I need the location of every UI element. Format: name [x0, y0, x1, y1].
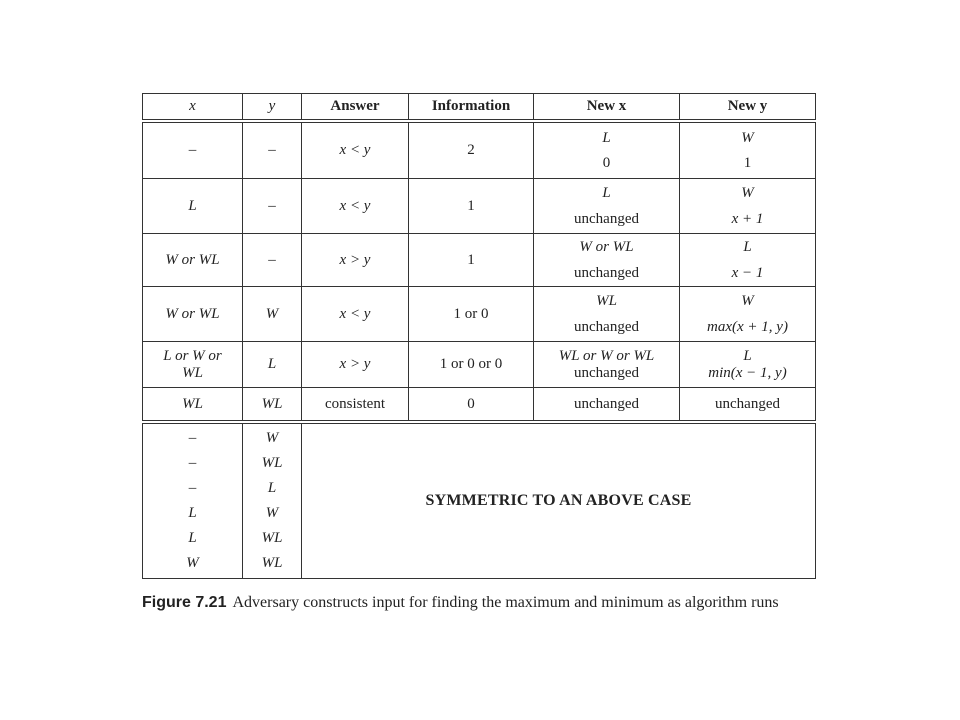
- cell-new-y: [680, 234, 816, 287]
- table-row: [143, 123, 816, 179]
- new-x-line-2: 0: [602, 155, 611, 171]
- symmetric-y-value: L: [267, 480, 277, 496]
- new-y-line-1: L: [743, 239, 752, 255]
- figure-caption-text: Adversary constructs input for finding the maximum and minimum as algorithm runs: [232, 594, 779, 611]
- cell-new-y: unchanged: [680, 388, 816, 421]
- cell-information: 1: [409, 179, 534, 234]
- cell-answer: consistent: [302, 388, 409, 421]
- cell-x: –: [143, 123, 243, 179]
- table-row: [143, 342, 816, 388]
- cell-new-y: [680, 123, 816, 179]
- cell-new-x: [534, 342, 680, 388]
- cell-new-x: unchanged: [534, 388, 680, 421]
- cell-new-y: [680, 179, 816, 234]
- symmetric-x-value: W: [186, 555, 199, 571]
- cell-y: –: [243, 179, 302, 234]
- new-y-line-2: x + 1: [731, 210, 764, 227]
- cell-x: W or WL: [143, 287, 243, 342]
- new-y-line-1: W: [741, 185, 754, 201]
- symmetric-x-value: –: [188, 455, 197, 471]
- symmetric-y-value: W: [265, 430, 279, 446]
- new-x-line-1: W or WL: [579, 239, 634, 255]
- cell-answer: x > y: [302, 234, 409, 287]
- new-y-line-2: max(x + 1, y): [707, 318, 788, 335]
- cell-new-x: [534, 179, 680, 234]
- new-x-line-2: unchanged: [574, 318, 639, 335]
- adversary-table: [142, 93, 816, 579]
- table-row: [143, 179, 816, 234]
- symmetric-label: SYMMETRIC TO AN ABOVE CASE: [302, 424, 816, 579]
- new-y-line-2: x − 1: [731, 264, 764, 281]
- cell-information: 1: [409, 234, 534, 287]
- new-x-line-1: WL or W or WL: [558, 348, 655, 364]
- new-y-line-2: min(x − 1, y): [708, 364, 787, 381]
- new-x-line-1: L: [602, 129, 611, 146]
- table-row: [143, 234, 816, 287]
- cell-new-x: [534, 287, 680, 342]
- cell-answer: x > y: [302, 342, 409, 388]
- cell-new-x: [534, 123, 680, 179]
- table-row: [143, 388, 816, 421]
- header-x: x: [143, 94, 243, 120]
- cell-information: 0: [409, 388, 534, 421]
- new-x-line-2: unchanged: [574, 210, 639, 227]
- symmetric-x-value: –: [188, 480, 197, 496]
- cell-y: L: [243, 342, 302, 388]
- symmetric-y-value: WL: [261, 530, 283, 546]
- symmetric-y-value: WL: [261, 555, 283, 571]
- new-y-line-1: W: [741, 293, 754, 309]
- symmetric-y-column: [243, 424, 302, 579]
- cell-answer: x < y: [302, 287, 409, 342]
- new-x-line-1: WL: [596, 293, 617, 309]
- table-row: [143, 287, 816, 342]
- cell-y: W: [243, 287, 302, 342]
- symmetric-y-value: WL: [261, 455, 283, 471]
- symmetric-x-value: L: [188, 505, 197, 521]
- cell-information: 1 or 0 or 0: [409, 342, 534, 388]
- figure-label: Figure 7.21: [142, 594, 227, 611]
- figure-caption: [142, 592, 815, 614]
- header-new-x: New x: [534, 94, 680, 120]
- cell-answer: x < y: [302, 179, 409, 234]
- cell-y: –: [243, 234, 302, 287]
- header-information: Information: [409, 94, 534, 120]
- adversary-table-container: [142, 93, 815, 579]
- cell-information: 1 or 0: [409, 287, 534, 342]
- cell-x: W or WL: [143, 234, 243, 287]
- header-new-y: New y: [680, 94, 816, 120]
- new-y-line-1: W: [741, 129, 754, 146]
- new-y-line-2: 1: [743, 155, 752, 171]
- symmetric-row: [143, 424, 816, 579]
- header-row: [143, 94, 816, 120]
- cell-new-x: [534, 234, 680, 287]
- new-y-line-1: L: [743, 348, 752, 364]
- cell-answer: x < y: [302, 123, 409, 179]
- symmetric-x-value: L: [188, 530, 197, 546]
- cell-x: L: [143, 179, 243, 234]
- cell-information: 2: [409, 123, 534, 179]
- symmetric-y-value: W: [265, 505, 279, 521]
- cell-new-y: [680, 342, 816, 388]
- cell-new-y: [680, 287, 816, 342]
- header-y: y: [243, 94, 302, 120]
- cell-x: WL: [143, 388, 243, 421]
- cell-y: WL: [243, 388, 302, 421]
- new-x-line-2: unchanged: [574, 264, 639, 281]
- symmetric-x-column: [143, 424, 243, 579]
- cell-x: L or W or WL: [143, 342, 243, 388]
- symmetric-x-value: –: [188, 430, 197, 446]
- new-x-line-2: unchanged: [574, 364, 639, 381]
- new-x-line-1: L: [602, 185, 611, 201]
- header-answer: Answer: [302, 94, 409, 120]
- cell-y: –: [243, 123, 302, 179]
